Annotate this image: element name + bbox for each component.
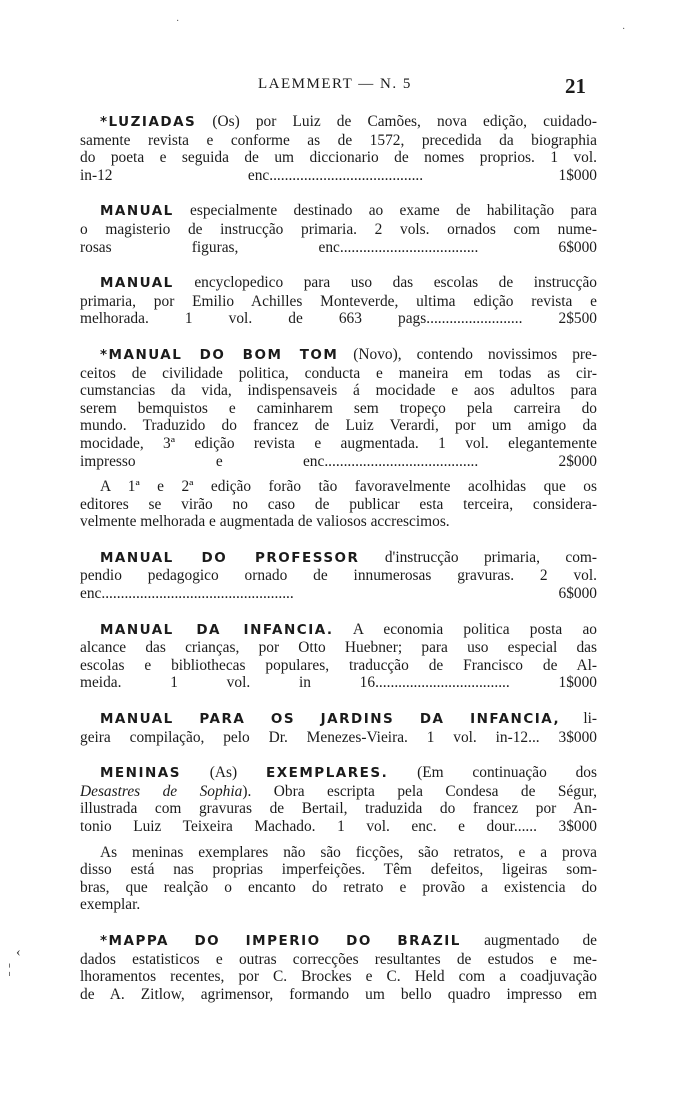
- margin-mark: ¦: [8, 962, 11, 977]
- entry-text: lhoramentos recentes, por C. Brockes e C. Held com a coadjuvação: [80, 968, 597, 986]
- entry-title: MENINAS: [100, 765, 181, 782]
- catalogue-entry: [80, 274, 597, 328]
- entry-title: MANUAL DA INFANCIA.: [100, 621, 334, 638]
- entry-text: velmente melhorada e augmentada de valiosos accrescimos.: [80, 513, 450, 531]
- entry-price-line: enc.................................................. 6$000: [80, 585, 597, 603]
- entry-title: *MANUAL DO BOM TOM: [100, 346, 339, 363]
- entry-text: disso está nas proprias imperfeições. Têm defeitos, ligeiras som-: [80, 861, 597, 879]
- entry-title: *LUZIADAS: [100, 114, 197, 130]
- entry-text: serem bemquistos e caminharem sem tropeço pela carreira do: [80, 399, 597, 417]
- entry-text: editores se virão no caso de publicar esta terceira, considera-: [80, 495, 597, 513]
- margin-mark: ‹: [16, 945, 21, 960]
- entry-title: MANUAL: [100, 203, 174, 220]
- entry-price-line: rosas figuras, enc.................................... 6$000: [80, 238, 597, 256]
- entry-note: [80, 844, 597, 914]
- catalogue-entry: [80, 202, 597, 256]
- entry-text: d'instrucção primaria, com-: [359, 548, 597, 566]
- entry-text: de A. Zitlow, agrimensor, formando um bello quadro impresso em: [80, 985, 597, 1003]
- entry-price-line: geira compilação, pelo Dr. Menezes-Vieira. 1 vol. in-12... 3$000: [80, 728, 597, 746]
- entry-title: *MAPPA DO IMPERIO DO BRAZIL: [100, 932, 461, 949]
- entry-title: MANUAL PARA OS JARDINS DA INFANCIA,: [100, 711, 561, 728]
- entry-text: bras, que realção o encanto do retrato e provão a existencia do: [80, 878, 597, 896]
- entry-title: EXEMPLARES.: [266, 765, 389, 782]
- catalogue-entry: [80, 113, 597, 184]
- entry-text: augmentado de: [460, 931, 597, 949]
- page-number: 21: [565, 74, 586, 98]
- catalogue-entry: [80, 764, 597, 835]
- entry-price-line: meida. 1 vol. in 16................................... 1$000: [80, 674, 597, 692]
- catalogue-entry: [80, 549, 597, 603]
- entry-title: MANUAL: [100, 275, 174, 292]
- entry-text: illustrada com gravuras de Bertail, traduzida do francez por An-: [80, 800, 597, 818]
- entry-text: do poeta e seguida de um diccionario de nomes proprios. 1 vol.: [80, 149, 597, 167]
- catalogue-entry: [80, 346, 597, 470]
- entry-text: cumstancias da vida, indispensaveis á mocidade e aos adultos para: [80, 382, 597, 400]
- entry-text: ceitos de civilidade politica, conducta e maneira em todas as cir-: [80, 364, 597, 382]
- entry-text: li-: [560, 710, 597, 728]
- catalogue-entry: [80, 710, 597, 746]
- entry-text: alcance das crianças, por Otto Huebner; para uso especial das: [80, 639, 597, 657]
- entry-note: [80, 478, 597, 531]
- entry-text: encyclopedico para uso das escolas de instrucção: [173, 274, 597, 292]
- margin-speck: ·: [622, 24, 626, 35]
- catalogue-entry: [80, 932, 597, 1003]
- entry-price-line: in-12 enc........................................ 1$000: [80, 166, 597, 184]
- entry-text: especialmente destinado ao exame de habilitação para: [173, 202, 597, 220]
- entry-title: MANUAL DO PROFESSOR: [100, 549, 360, 566]
- entry-text: (Os) por Luiz de Camões, nova edição, cuidado-: [196, 113, 597, 130]
- entry-text: primaria, por Emilio Achilles Monteverde, ultima edição revista e: [80, 292, 597, 310]
- entry-text: o magisterio de instrucção primaria. 2 vols. ornados com nume-: [80, 220, 597, 238]
- catalogue-entry: [80, 621, 597, 692]
- entry-text: Desastres de Sophia). Obra escripta pela Condesa de Ségur,: [80, 782, 597, 800]
- entry-price-line: melhorada. 1 vol. de 663 pags......................... 2$500: [80, 310, 597, 328]
- entry-text: mundo. Traduzido do francez de Luiz Verardi, por um amigo da: [80, 417, 597, 435]
- entry-text: (Novo), contendo novissimos pre-: [338, 345, 597, 363]
- entry-text: A 1ª e 2ª edição forão tão favoravelmente acolhidas que os: [100, 478, 597, 496]
- entry-text: exemplar.: [80, 896, 141, 914]
- page-header: [0, 74, 682, 104]
- entry-text: (As): [180, 764, 267, 782]
- running-head: LAEMMERT — N. 5: [258, 76, 412, 92]
- entry-text: escolas e bibliothecas populares, traducção de Francisco de Al-: [80, 656, 597, 674]
- entry-text: dados estatisticos e outras correcções resultantes de estudos e me-: [80, 950, 597, 968]
- entry-text: mocidade, 3ª edição revista e augmentada. 1 vol. elegantemente: [80, 434, 597, 452]
- entry-price-line: tonio Luiz Teixeira Machado. 1 vol. enc. e dour...... 3$000: [80, 818, 597, 835]
- entry-text: A economia politica posta ao: [333, 620, 597, 638]
- entry-text: pendio pedagogico ornado de innumerosas gravuras. 2 vol.: [80, 567, 597, 585]
- entry-price-line: impresso e enc........................................ 2$000: [80, 452, 597, 470]
- margin-speck: ·: [176, 16, 180, 27]
- book-title-italic: Desastres de Sophia: [80, 782, 243, 800]
- entry-text: samente revista e conforme as de 1572, precedida da biographia: [80, 131, 597, 149]
- entry-text: (Em continuação dos: [388, 764, 597, 782]
- catalogue-entries: [80, 113, 597, 1021]
- entry-text: As meninas exemplares não são ficções, são retratos, e a prova: [100, 843, 597, 861]
